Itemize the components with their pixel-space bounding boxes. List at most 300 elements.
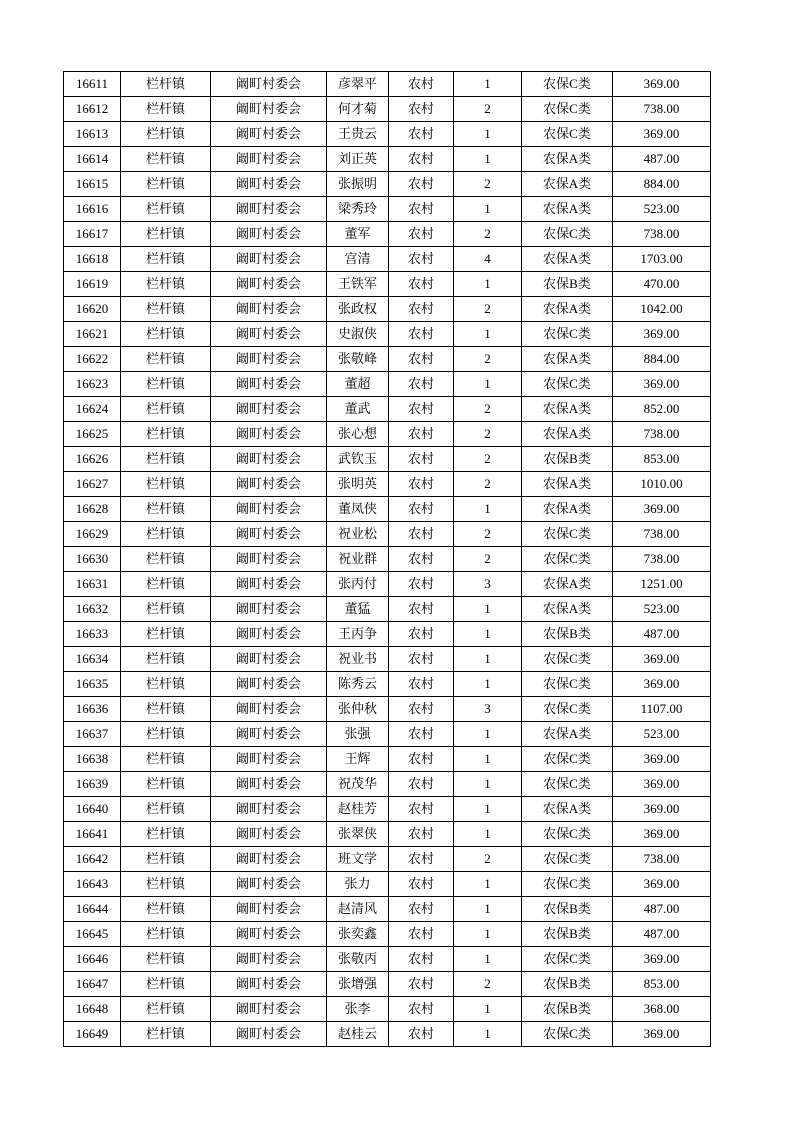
cell-person-name: 张丙付 <box>327 572 389 597</box>
cell-serial-number: 16640 <box>64 797 121 822</box>
cell-serial-number: 16629 <box>64 522 121 547</box>
cell-residence-type: 农村 <box>389 222 454 247</box>
cell-person-name: 祝业书 <box>327 647 389 672</box>
cell-town: 栏杆镇 <box>121 797 211 822</box>
cell-residence-type: 农村 <box>389 547 454 572</box>
cell-person-name: 何才菊 <box>327 97 389 122</box>
cell-serial-number: 16631 <box>64 572 121 597</box>
cell-person-name: 董军 <box>327 222 389 247</box>
cell-serial-number: 16648 <box>64 997 121 1022</box>
cell-residence-type: 农村 <box>389 572 454 597</box>
cell-serial-number: 16638 <box>64 747 121 772</box>
table-row <box>64 322 711 347</box>
cell-amount: 738.00 <box>613 97 711 122</box>
cell-insurance-category: 农保A类 <box>522 147 613 172</box>
cell-serial-number: 16621 <box>64 322 121 347</box>
cell-insurance-category: 农保B类 <box>522 622 613 647</box>
cell-person-name: 赵桂云 <box>327 1022 389 1047</box>
cell-person-count: 2 <box>454 472 522 497</box>
cell-town: 栏杆镇 <box>121 247 211 272</box>
cell-person-name: 张振明 <box>327 172 389 197</box>
cell-amount: 853.00 <box>613 447 711 472</box>
table-row <box>64 172 711 197</box>
cell-serial-number: 16649 <box>64 1022 121 1047</box>
table-row <box>64 372 711 397</box>
cell-person-count: 1 <box>454 722 522 747</box>
cell-serial-number: 16633 <box>64 622 121 647</box>
cell-town: 栏杆镇 <box>121 322 211 347</box>
table-row <box>64 822 711 847</box>
cell-person-count: 1 <box>454 597 522 622</box>
cell-serial-number: 16611 <box>64 72 121 97</box>
cell-amount: 523.00 <box>613 722 711 747</box>
cell-amount: 1010.00 <box>613 472 711 497</box>
table-row <box>64 147 711 172</box>
cell-amount: 369.00 <box>613 947 711 972</box>
cell-town: 栏杆镇 <box>121 747 211 772</box>
cell-person-count: 4 <box>454 247 522 272</box>
cell-serial-number: 16612 <box>64 97 121 122</box>
cell-insurance-category: 农保C类 <box>522 672 613 697</box>
cell-amount: 523.00 <box>613 197 711 222</box>
cell-amount: 369.00 <box>613 322 711 347</box>
cell-person-count: 1 <box>454 197 522 222</box>
cell-village-committee: 阚町村委会 <box>211 822 327 847</box>
cell-town: 栏杆镇 <box>121 822 211 847</box>
cell-residence-type: 农村 <box>389 122 454 147</box>
cell-amount: 852.00 <box>613 397 711 422</box>
cell-village-committee: 阚町村委会 <box>211 797 327 822</box>
cell-residence-type: 农村 <box>389 872 454 897</box>
cell-town: 栏杆镇 <box>121 872 211 897</box>
cell-person-name: 张强 <box>327 722 389 747</box>
cell-insurance-category: 农保A类 <box>522 797 613 822</box>
table-row <box>64 222 711 247</box>
table-row <box>64 747 711 772</box>
cell-insurance-category: 农保C类 <box>522 522 613 547</box>
cell-village-committee: 阚町村委会 <box>211 372 327 397</box>
cell-village-committee: 阚町村委会 <box>211 672 327 697</box>
cell-residence-type: 农村 <box>389 422 454 447</box>
cell-insurance-category: 农保C类 <box>522 97 613 122</box>
cell-person-name: 武钦玉 <box>327 447 389 472</box>
cell-serial-number: 16616 <box>64 197 121 222</box>
cell-town: 栏杆镇 <box>121 297 211 322</box>
cell-person-count: 1 <box>454 372 522 397</box>
cell-amount: 369.00 <box>613 747 711 772</box>
cell-village-committee: 阚町村委会 <box>211 197 327 222</box>
cell-person-name: 祝茂华 <box>327 772 389 797</box>
cell-person-count: 1 <box>454 797 522 822</box>
cell-serial-number: 16632 <box>64 597 121 622</box>
cell-insurance-category: 农保C类 <box>522 122 613 147</box>
cell-serial-number: 16645 <box>64 922 121 947</box>
cell-person-count: 2 <box>454 397 522 422</box>
cell-village-committee: 阚町村委会 <box>211 322 327 347</box>
cell-serial-number: 16617 <box>64 222 121 247</box>
cell-person-count: 1 <box>454 747 522 772</box>
cell-person-count: 1 <box>454 497 522 522</box>
cell-amount: 884.00 <box>613 172 711 197</box>
cell-insurance-category: 农保C类 <box>522 772 613 797</box>
table-row <box>64 97 711 122</box>
cell-residence-type: 农村 <box>389 822 454 847</box>
cell-serial-number: 16639 <box>64 772 121 797</box>
cell-town: 栏杆镇 <box>121 447 211 472</box>
cell-residence-type: 农村 <box>389 747 454 772</box>
cell-village-committee: 阚町村委会 <box>211 497 327 522</box>
cell-village-committee: 阚町村委会 <box>211 122 327 147</box>
cell-insurance-category: 农保C类 <box>522 322 613 347</box>
cell-residence-type: 农村 <box>389 772 454 797</box>
cell-village-committee: 阚町村委会 <box>211 72 327 97</box>
cell-town: 栏杆镇 <box>121 522 211 547</box>
cell-residence-type: 农村 <box>389 672 454 697</box>
cell-person-count: 2 <box>454 172 522 197</box>
cell-person-count: 2 <box>454 222 522 247</box>
cell-insurance-category: 农保C类 <box>522 647 613 672</box>
table-row <box>64 472 711 497</box>
cell-residence-type: 农村 <box>389 147 454 172</box>
cell-insurance-category: 农保C类 <box>522 847 613 872</box>
cell-person-count: 2 <box>454 347 522 372</box>
cell-serial-number: 16646 <box>64 947 121 972</box>
table-row <box>64 297 711 322</box>
cell-amount: 369.00 <box>613 372 711 397</box>
cell-village-committee: 阚町村委会 <box>211 172 327 197</box>
cell-amount: 369.00 <box>613 872 711 897</box>
cell-village-committee: 阚町村委会 <box>211 297 327 322</box>
cell-amount: 369.00 <box>613 1022 711 1047</box>
cell-insurance-category: 农保A类 <box>522 472 613 497</box>
cell-person-name: 董猛 <box>327 597 389 622</box>
cell-person-count: 1 <box>454 872 522 897</box>
cell-serial-number: 16627 <box>64 472 121 497</box>
cell-village-committee: 阚町村委会 <box>211 397 327 422</box>
cell-residence-type: 农村 <box>389 922 454 947</box>
table-row <box>64 697 711 722</box>
cell-person-count: 1 <box>454 922 522 947</box>
cell-village-committee: 阚町村委会 <box>211 947 327 972</box>
cell-residence-type: 农村 <box>389 297 454 322</box>
cell-town: 栏杆镇 <box>121 997 211 1022</box>
cell-person-name: 王辉 <box>327 747 389 772</box>
cell-town: 栏杆镇 <box>121 422 211 447</box>
table-row <box>64 522 711 547</box>
cell-town: 栏杆镇 <box>121 197 211 222</box>
table-row <box>64 447 711 472</box>
cell-serial-number: 16647 <box>64 972 121 997</box>
cell-insurance-category: 农保A类 <box>522 497 613 522</box>
cell-town: 栏杆镇 <box>121 397 211 422</box>
cell-amount: 369.00 <box>613 822 711 847</box>
cell-person-name: 董超 <box>327 372 389 397</box>
cell-amount: 1703.00 <box>613 247 711 272</box>
cell-village-committee: 阚町村委会 <box>211 647 327 672</box>
cell-serial-number: 16637 <box>64 722 121 747</box>
cell-residence-type: 农村 <box>389 597 454 622</box>
table-row <box>64 997 711 1022</box>
table-row <box>64 722 711 747</box>
cell-town: 栏杆镇 <box>121 947 211 972</box>
cell-person-name: 张力 <box>327 872 389 897</box>
cell-insurance-category: 农保C类 <box>522 547 613 572</box>
cell-person-count: 2 <box>454 97 522 122</box>
cell-amount: 369.00 <box>613 672 711 697</box>
cell-person-count: 1 <box>454 947 522 972</box>
cell-residence-type: 农村 <box>389 972 454 997</box>
cell-person-name: 史淑侠 <box>327 322 389 347</box>
cell-person-count: 2 <box>454 847 522 872</box>
cell-amount: 738.00 <box>613 522 711 547</box>
cell-amount: 738.00 <box>613 422 711 447</box>
table-row <box>64 547 711 572</box>
cell-insurance-category: 农保A类 <box>522 397 613 422</box>
cell-village-committee: 阚町村委会 <box>211 522 327 547</box>
cell-village-committee: 阚町村委会 <box>211 147 327 172</box>
cell-village-committee: 阚町村委会 <box>211 872 327 897</box>
cell-village-committee: 阚町村委会 <box>211 972 327 997</box>
cell-town: 栏杆镇 <box>121 497 211 522</box>
cell-serial-number: 16622 <box>64 347 121 372</box>
cell-town: 栏杆镇 <box>121 347 211 372</box>
cell-village-committee: 阚町村委会 <box>211 697 327 722</box>
cell-insurance-category: 农保A类 <box>522 172 613 197</box>
cell-insurance-category: 农保A类 <box>522 422 613 447</box>
cell-village-committee: 阚町村委会 <box>211 247 327 272</box>
cell-person-name: 董凤侠 <box>327 497 389 522</box>
cell-residence-type: 农村 <box>389 997 454 1022</box>
cell-village-committee: 阚町村委会 <box>211 547 327 572</box>
cell-person-count: 2 <box>454 972 522 997</box>
cell-serial-number: 16635 <box>64 672 121 697</box>
table-row <box>64 972 711 997</box>
table-row <box>64 422 711 447</box>
cell-serial-number: 16634 <box>64 647 121 672</box>
cell-serial-number: 16641 <box>64 822 121 847</box>
cell-residence-type: 农村 <box>389 347 454 372</box>
cell-insurance-category: 农保C类 <box>522 822 613 847</box>
cell-village-committee: 阚町村委会 <box>211 1022 327 1047</box>
cell-town: 栏杆镇 <box>121 647 211 672</box>
cell-person-name: 赵桂芳 <box>327 797 389 822</box>
cell-residence-type: 农村 <box>389 197 454 222</box>
cell-insurance-category: 农保B类 <box>522 272 613 297</box>
cell-village-committee: 阚町村委会 <box>211 447 327 472</box>
table-row <box>64 597 711 622</box>
cell-insurance-category: 农保A类 <box>522 597 613 622</box>
cell-insurance-category: 农保C类 <box>522 72 613 97</box>
table-row <box>64 847 711 872</box>
table-row <box>64 572 711 597</box>
cell-residence-type: 农村 <box>389 97 454 122</box>
table-row <box>64 797 711 822</box>
cell-insurance-category: 农保C类 <box>522 222 613 247</box>
cell-residence-type: 农村 <box>389 522 454 547</box>
cell-serial-number: 16614 <box>64 147 121 172</box>
cell-serial-number: 16644 <box>64 897 121 922</box>
cell-residence-type: 农村 <box>389 697 454 722</box>
cell-serial-number: 16618 <box>64 247 121 272</box>
cell-town: 栏杆镇 <box>121 672 211 697</box>
cell-person-name: 张增强 <box>327 972 389 997</box>
cell-amount: 738.00 <box>613 547 711 572</box>
cell-person-name: 张翠侠 <box>327 822 389 847</box>
cell-insurance-category: 农保B类 <box>522 922 613 947</box>
cell-town: 栏杆镇 <box>121 172 211 197</box>
cell-amount: 487.00 <box>613 147 711 172</box>
cell-insurance-category: 农保A类 <box>522 247 613 272</box>
cell-town: 栏杆镇 <box>121 922 211 947</box>
cell-village-committee: 阚町村委会 <box>211 97 327 122</box>
cell-serial-number: 16630 <box>64 547 121 572</box>
cell-residence-type: 农村 <box>389 272 454 297</box>
cell-village-committee: 阚町村委会 <box>211 572 327 597</box>
cell-amount: 487.00 <box>613 897 711 922</box>
cell-person-name: 宫清 <box>327 247 389 272</box>
table-row <box>64 272 711 297</box>
cell-person-name: 祝业群 <box>327 547 389 572</box>
cell-person-count: 2 <box>454 447 522 472</box>
cell-person-name: 刘正英 <box>327 147 389 172</box>
cell-village-committee: 阚町村委会 <box>211 747 327 772</box>
cell-village-committee: 阚町村委会 <box>211 597 327 622</box>
cell-person-count: 1 <box>454 622 522 647</box>
cell-person-name: 张心想 <box>327 422 389 447</box>
cell-person-name: 陈秀云 <box>327 672 389 697</box>
table-row <box>64 397 711 422</box>
cell-village-committee: 阚町村委会 <box>211 897 327 922</box>
cell-insurance-category: 农保B类 <box>522 447 613 472</box>
cell-person-count: 1 <box>454 322 522 347</box>
cell-residence-type: 农村 <box>389 722 454 747</box>
cell-amount: 369.00 <box>613 797 711 822</box>
cell-village-committee: 阚町村委会 <box>211 222 327 247</box>
table-body <box>64 72 711 1047</box>
cell-residence-type: 农村 <box>389 847 454 872</box>
cell-person-count: 1 <box>454 647 522 672</box>
cell-person-count: 1 <box>454 997 522 1022</box>
cell-insurance-category: 农保C类 <box>522 947 613 972</box>
cell-person-name: 赵清风 <box>327 897 389 922</box>
cell-town: 栏杆镇 <box>121 372 211 397</box>
cell-person-count: 1 <box>454 1022 522 1047</box>
cell-town: 栏杆镇 <box>121 122 211 147</box>
cell-serial-number: 16615 <box>64 172 121 197</box>
cell-serial-number: 16626 <box>64 447 121 472</box>
cell-amount: 1107.00 <box>613 697 711 722</box>
cell-amount: 470.00 <box>613 272 711 297</box>
cell-town: 栏杆镇 <box>121 897 211 922</box>
cell-person-count: 1 <box>454 772 522 797</box>
cell-serial-number: 16636 <box>64 697 121 722</box>
cell-person-name: 祝业松 <box>327 522 389 547</box>
cell-amount: 523.00 <box>613 597 711 622</box>
cell-village-committee: 阚町村委会 <box>211 847 327 872</box>
cell-residence-type: 农村 <box>389 72 454 97</box>
cell-person-name: 张奕鑫 <box>327 922 389 947</box>
cell-amount: 369.00 <box>613 497 711 522</box>
cell-amount: 1251.00 <box>613 572 711 597</box>
cell-person-count: 3 <box>454 572 522 597</box>
cell-residence-type: 农村 <box>389 947 454 972</box>
cell-person-name: 董武 <box>327 397 389 422</box>
table-row <box>64 247 711 272</box>
cell-town: 栏杆镇 <box>121 722 211 747</box>
cell-person-count: 1 <box>454 272 522 297</box>
cell-residence-type: 农村 <box>389 322 454 347</box>
cell-person-name: 梁秀玲 <box>327 197 389 222</box>
cell-amount: 369.00 <box>613 72 711 97</box>
cell-insurance-category: 农保A类 <box>522 297 613 322</box>
cell-town: 栏杆镇 <box>121 272 211 297</box>
cell-amount: 738.00 <box>613 222 711 247</box>
cell-insurance-category: 农保A类 <box>522 572 613 597</box>
cell-insurance-category: 农保C类 <box>522 747 613 772</box>
cell-town: 栏杆镇 <box>121 622 211 647</box>
cell-amount: 369.00 <box>613 122 711 147</box>
cell-person-count: 1 <box>454 72 522 97</box>
cell-insurance-category: 农保B类 <box>522 972 613 997</box>
cell-town: 栏杆镇 <box>121 572 211 597</box>
cell-insurance-category: 农保C类 <box>522 372 613 397</box>
cell-person-count: 1 <box>454 822 522 847</box>
cell-town: 栏杆镇 <box>121 1022 211 1047</box>
cell-insurance-category: 农保B类 <box>522 997 613 1022</box>
cell-person-count: 2 <box>454 547 522 572</box>
cell-person-count: 1 <box>454 147 522 172</box>
cell-village-committee: 阚町村委会 <box>211 422 327 447</box>
cell-amount: 487.00 <box>613 922 711 947</box>
cell-village-committee: 阚町村委会 <box>211 472 327 497</box>
cell-person-name: 张仲秋 <box>327 697 389 722</box>
table-row <box>64 897 711 922</box>
table-row <box>64 72 711 97</box>
cell-insurance-category: 农保A类 <box>522 197 613 222</box>
cell-insurance-category: 农保A类 <box>522 722 613 747</box>
cell-person-name: 彦翠平 <box>327 72 389 97</box>
table-row <box>64 647 711 672</box>
table-row <box>64 922 711 947</box>
cell-amount: 738.00 <box>613 847 711 872</box>
cell-village-committee: 阚町村委会 <box>211 922 327 947</box>
table-row <box>64 497 711 522</box>
cell-person-name: 班文学 <box>327 847 389 872</box>
table-row <box>64 947 711 972</box>
cell-village-committee: 阚町村委会 <box>211 622 327 647</box>
cell-serial-number: 16642 <box>64 847 121 872</box>
table-row <box>64 672 711 697</box>
table-row <box>64 197 711 222</box>
table-row <box>64 872 711 897</box>
cell-insurance-category: 农保C类 <box>522 697 613 722</box>
cell-residence-type: 农村 <box>389 247 454 272</box>
cell-town: 栏杆镇 <box>121 72 211 97</box>
cell-residence-type: 农村 <box>389 447 454 472</box>
cell-amount: 1042.00 <box>613 297 711 322</box>
cell-residence-type: 农村 <box>389 622 454 647</box>
cell-person-name: 张敬丙 <box>327 947 389 972</box>
cell-person-count: 2 <box>454 522 522 547</box>
cell-town: 栏杆镇 <box>121 772 211 797</box>
cell-serial-number: 16625 <box>64 422 121 447</box>
cell-serial-number: 16623 <box>64 372 121 397</box>
cell-residence-type: 农村 <box>389 472 454 497</box>
cell-person-count: 1 <box>454 897 522 922</box>
cell-insurance-category: 农保C类 <box>522 1022 613 1047</box>
cell-residence-type: 农村 <box>389 897 454 922</box>
cell-residence-type: 农村 <box>389 172 454 197</box>
